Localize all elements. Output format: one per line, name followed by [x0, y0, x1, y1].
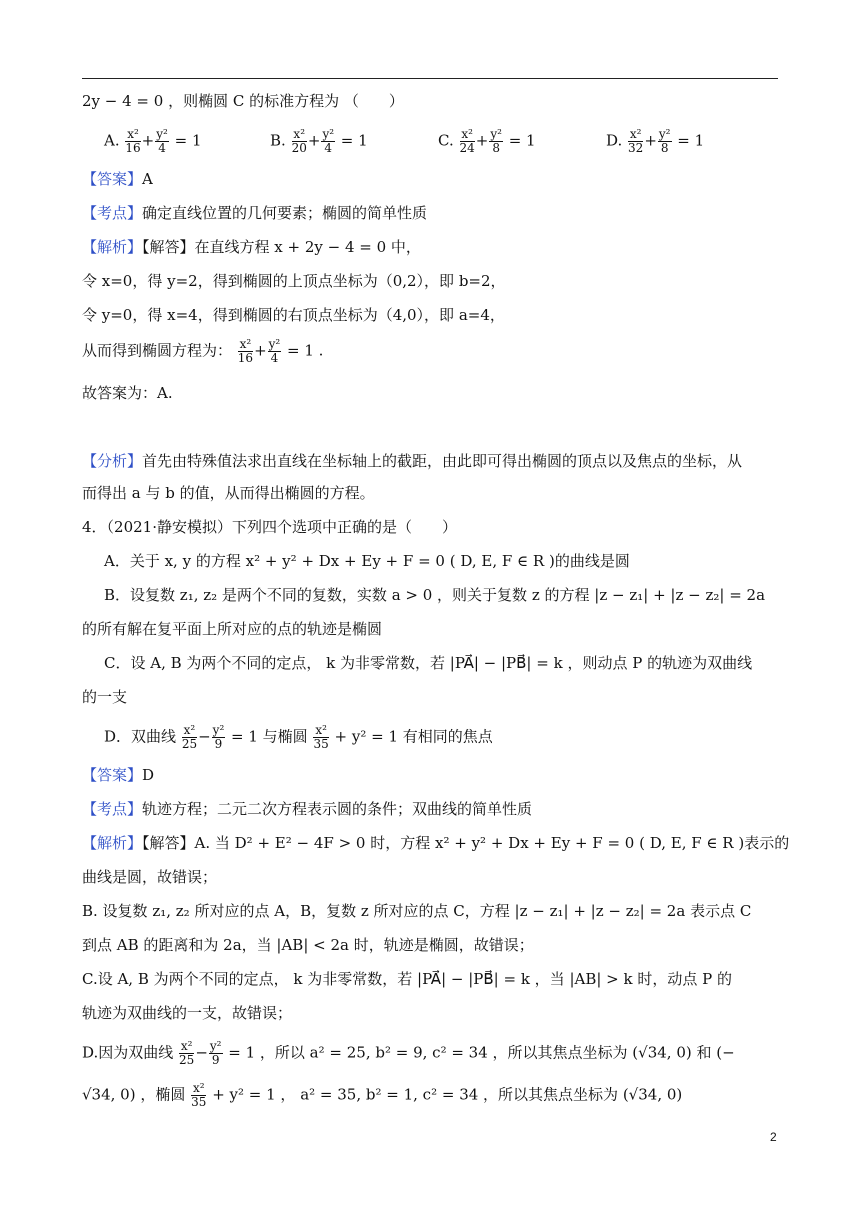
q4-kaodian-line: 【考点】轨迹方程；二元二次方程表示圆的条件；双曲线的简单性质 — [82, 800, 533, 818]
jiexi-line-1: 【解析】【解答】在直线方程 x + 2y − 4 = 0 中， — [82, 238, 421, 256]
q4-jiexi-2: 曲线是圆，故错误； — [82, 868, 218, 886]
kaodian-line: 【考点】确定直线位置的几何要素；椭圆的简单性质 — [82, 204, 428, 222]
option-c: C. $\frac{\text{x²}}{24}$ + $\frac{\text{y²}}{8}$ = 1 — [438, 127, 536, 155]
page-number: 2 — [770, 1130, 777, 1144]
q4-answer-line: 【答案】D — [82, 766, 155, 784]
fenxi-line-1: 【分析】首先由特殊值法求出直线在坐标轴上的截距，由此即可得出椭圆的顶点以及焦点的坐标，从 — [82, 452, 743, 470]
q4-jiexi-3: B. 设复数 z₁, z₂ 所对应的点 A，B，复数 z 所对应的点 C，方程 |z − z₁| + |z − z₂| = 2a 表示点 C — [82, 902, 752, 920]
q4-jiexi-1: 【解析】【解答】A. 当 D² + E² − 4F > 0 时，方程 x² + y² + Dx + Ey + F = 0 ( D, E, F ∈ R )表示的 — [82, 834, 790, 852]
q4-option-c-1: C．设 A, B 为两个不同的定点， k 为非零常数，若 |PA⃗| − |PB⃗| = k ，则动点 P 的轨迹为双曲线 — [104, 654, 753, 672]
jiexi-line-2: 令 x=0，得 y=2，得到椭圆的上顶点坐标为（0,2），即 b=2， — [82, 272, 506, 290]
q4-option-a: A．关于 x, y 的方程 x² + y² + Dx + Ey + F = 0 ( D, E, F ∈ R )的曲线是圆 — [104, 552, 630, 570]
q4-option-c-2: 的一支 — [82, 688, 128, 706]
fenxi-line-2: 而得出 a 与 b 的值，从而得出椭圆的方程。 — [82, 484, 375, 502]
jiexi-line-3: 令 y=0，得 x=4，得到椭圆的右顶点坐标为（4,0），即 a=4， — [82, 306, 505, 324]
q4-option-b-2: 的所有解在复平面上所对应的点的轨迹是椭圆 — [82, 620, 383, 638]
q4-stem: 4．（2021·静安模拟）下列四个选项中正确的是（ ） — [82, 518, 457, 536]
header-rule — [82, 78, 778, 79]
answer-line: 【答案】A — [82, 170, 153, 188]
q4-option-b-1: B．设复数 z₁, z₂ 是两个不同的复数，实数 a > 0 ，则关于复数 z 的方程 |z − z₁| + |z − z₂| = 2a — [104, 586, 766, 604]
option-a: A. $\frac{\text{x²}}{16}$ + $\frac{\text{y²}}{4}$ = 1 — [104, 127, 202, 155]
jiexi-line-5: 故答案为：A. — [82, 384, 173, 402]
q4-jiexi-4: 到点 AB 的距离和为 2a，当 |AB| < 2a 时，轨迹是椭圆，故错误； — [82, 936, 534, 954]
option-d: D. $\frac{\text{x²}}{32}$ + $\frac{\text{y²}}{8}$ = 1 — [606, 127, 705, 155]
q4-jiexi-8: √34, 0) ，椭圆 $\frac{\text{x²}}{35}$ + y² = 1 ， a² = 35, b² = 1, c² = 34 ，所以其焦点坐标为 (√34, 0) — [82, 1081, 683, 1109]
question-stem-tail: 2y − 4 = 0 ，则椭圆 C 的标准方程为 （ ） — [82, 92, 404, 110]
jiexi-line-4: 从而得到椭圆方程为： $\frac{\text{x²}}{16}$ + $\frac{\text{y²}}{4}$ = 1 . — [82, 337, 324, 365]
q4-option-d: D．双曲线 $\frac{\text{x²}}{25}$ − $\frac{\text{y²}}{9}$ = 1 与椭圆 $\frac{\text{x²}}{35}$ + y² = 1 有相同的焦点 — [104, 723, 493, 751]
option-b: B. $\frac{\text{x²}}{20}$ + $\frac{\text{y²}}{4}$ = 1 — [270, 127, 368, 155]
q4-jiexi-7: D.因为双曲线 $\frac{\text{x²}}{25}$ − $\frac{\text{y²}}{9}$ = 1 ，所以 a² = 25, b² = 9, c² = 34 ，所以其焦点坐标为 (√34, 0) 和 (− — [82, 1039, 735, 1067]
q4-jiexi-6: 轨迹为双曲线的一支，故错误； — [82, 1004, 293, 1022]
q4-jiexi-5: C.设 A, B 为两个不同的定点， k 为非零常数，若 |PA⃗| − |PB⃗| = k ，当 |AB| > k 时，动点 P 的 — [82, 970, 732, 988]
